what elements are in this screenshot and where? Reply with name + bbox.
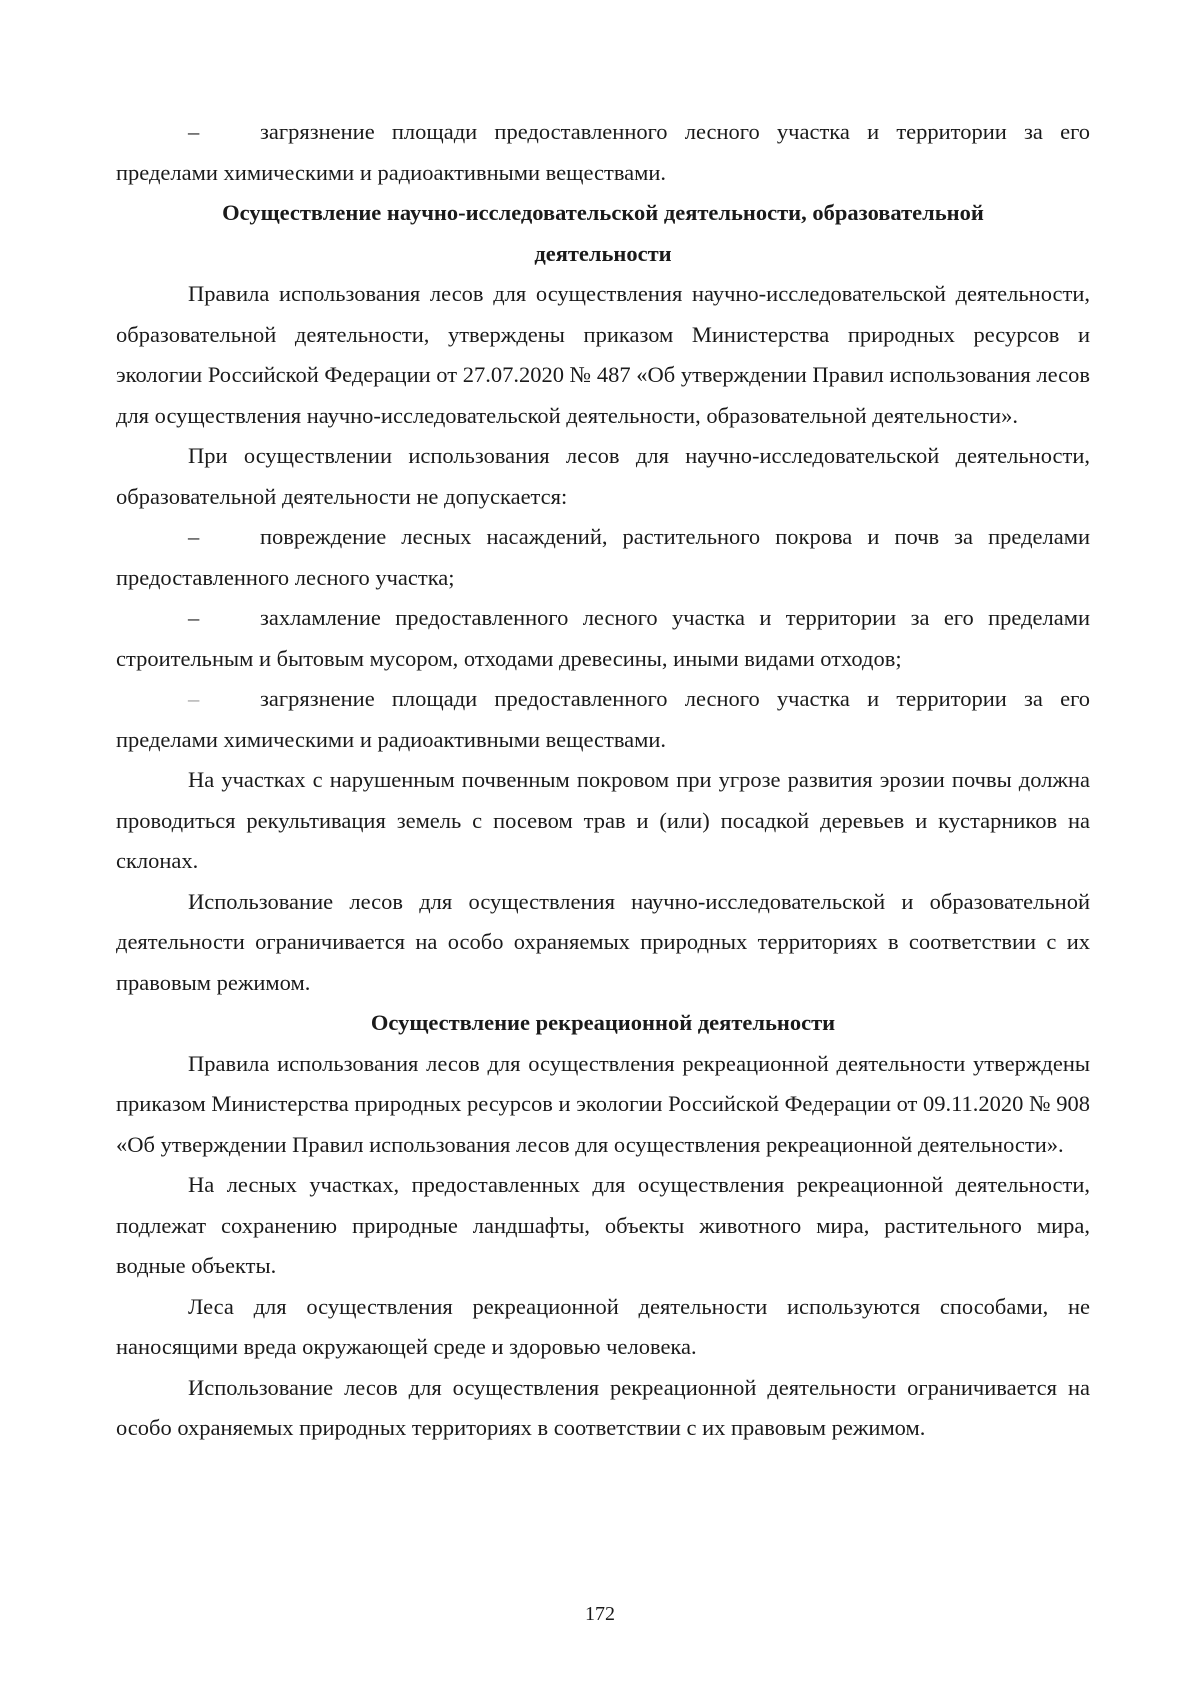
list-item-littering [116, 598, 1090, 679]
paragraph-recreation-methods: Леса для осуществления рекреационной деятельности используются способами, не наносящими вреда окружающей среде и здоровью человека. [116, 1293, 1090, 1359]
paragraph-research-restriction: Использование лесов для осуществления научно-исследовательской и образовательной деятельности ограничивается на особо охраняемых природных территориях в соответствии с их правовым режимом. [116, 888, 1090, 995]
dash-marker: – [188, 524, 200, 549]
section-heading-research: Осуществление научно-исследовательской деятельности, образовательной деятельности [222, 200, 984, 266]
dash-marker: – [188, 605, 200, 630]
list-item-text: захламление предоставленного лесного участка и территории за его пределами строительным и бытовым мусором, отходами древесины, иными видами отходов; [116, 605, 1090, 671]
list-item-pollution-2 [116, 679, 1090, 760]
paragraph-recreation-rules: Правила использования лесов для осуществления рекреационной деятельности утверждены приказом Министерства природных ресурсов и экологии Российской Федерации от 09.11.2020 № 908 «Об утверждении Правил использования лесов для осуществления рекреационной деятельности». [116, 1050, 1090, 1157]
list-item-damage [116, 517, 1090, 598]
dash-marker: – [188, 119, 200, 144]
list-item-pollution-1 [116, 112, 1090, 193]
paragraph-recreation-restriction: Использование лесов для осуществления рекреационной деятельности ограничивается на особо охраняемых природных территориях в соответствии с их правовым режимом. [116, 1374, 1090, 1440]
list-item-text: загрязнение площади предоставленного лесного участка и территории за его пределами химическими и радиоактивными веществами. [116, 686, 1090, 752]
document-page [116, 112, 1090, 1449]
paragraph-research-rules: Правила использования лесов для осуществления научно-исследовательской деятельности, образовательной деятельности, утверждены приказом Министерства природных ресурсов и экологии Российской Федерации от 27.07.2020 № 487 «Об утверждении Правил использования лесов для осуществления научно-исследовательской деятельности, образовательной деятельности». [116, 281, 1090, 428]
dash-marker: – [188, 686, 200, 711]
list-item-text: повреждение лесных насаждений, растительного покрова и почв за пределами предоставленного лесного участка; [116, 524, 1090, 590]
page-number: 172 [585, 1603, 615, 1625]
paragraph-research-prohibitions: При осуществлении использования лесов для научно-исследовательской деятельности, образовательной деятельности не допускается: [116, 443, 1090, 509]
paragraph-recreation-preservation: На лесных участках, предоставленных для осуществления рекреационной деятельности, подлежат сохранению природные ландшафты, объекты животного мира, растительного мира, водные объекты. [116, 1172, 1090, 1278]
list-item-text: загрязнение площади предоставленного лесного участка и территории за его пределами химическими и радиоактивными веществами. [116, 119, 1090, 185]
section-heading-recreation: Осуществление рекреационной деятельности [370, 1010, 836, 1035]
paragraph-recultivation: На участках с нарушенным почвенным покровом при угрозе развития эрозии почвы должна проводиться рекультивация земель с посевом трав и (или) посадкой деревьев и кустарников на склонах. [116, 767, 1090, 873]
